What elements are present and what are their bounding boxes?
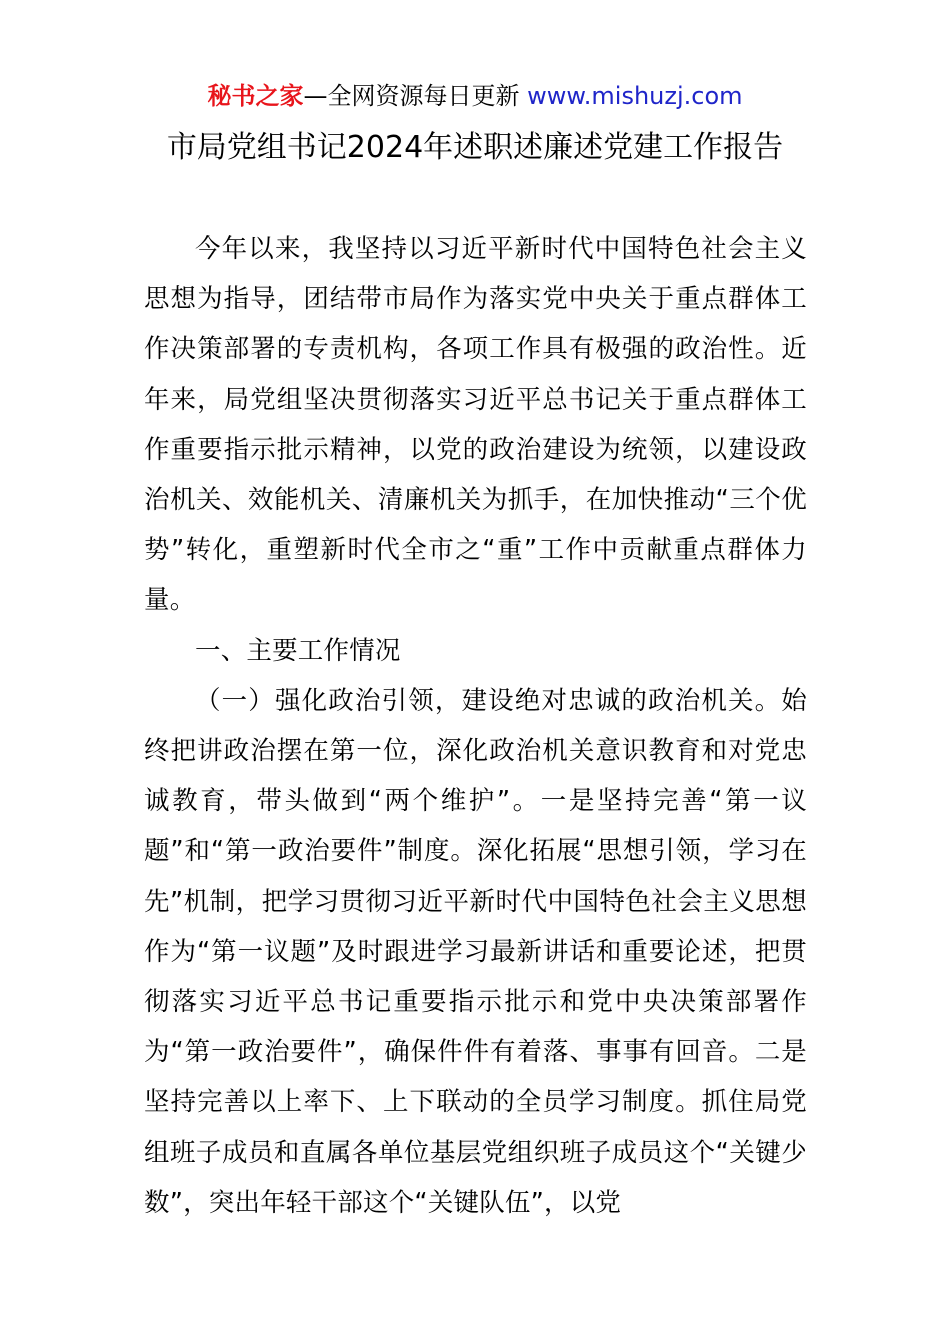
- site-banner: [0, 80, 950, 112]
- section-paragraph: （一）强化政治引领，建设绝对忠诚的政治机关。始终把讲政治摆在第一位，深化政治机关意识教育和对党忠诚教育，带头做到“两个维护”。一是坚持完善“第一议题”和“第一政治要件”制度。深化拓展“思想引领，学习在先”机制，把学习贯彻习近平新时代中国特色社会主义思想作为“第一议题”及时跟进学习最新讲话和重要论述，把贯彻落实习近平总书记重要指示批示和党中央决策部署作为“第一政治要件”，确保件件有着落、事事有回音。二是坚持完善以上率下、上下联动的全员学习制度。抓住局党组班子成员和直属各单位基层党组织班子成员这个“关键少数”，突出年轻干部这个“关键队伍”，以党: [144, 685, 807, 1218]
- document-title: 市局党组书记2024年述职述廉述党建工作报告: [166, 130, 784, 165]
- section-heading: 一、主要工作情况: [195, 635, 401, 666]
- document-body: [144, 224, 807, 1228]
- banner-tagline: —全网资源每日更新: [303, 82, 520, 110]
- site-url-link[interactable]: www.mishuzj.com: [527, 82, 743, 110]
- brand-name: 秘书之家: [207, 82, 304, 110]
- intro-paragraph: 今年以来，我坚持以习近平新时代中国特色社会主义思想为指导，团结带市局作为落实党中央关于重点群体工作决策部署的专责机构，各项工作具有极强的政治性。近年来，局党组坚决贯彻落实习近平总书记关于重点群体工作重要指示批示精神，以党的政治建设为统领，以建设政治机关、效能机关、清廉机关为抓手，在加快推动“三个优势”转化，重塑新时代全市之“重”工作中贡献重点群体力量。: [144, 234, 807, 616]
